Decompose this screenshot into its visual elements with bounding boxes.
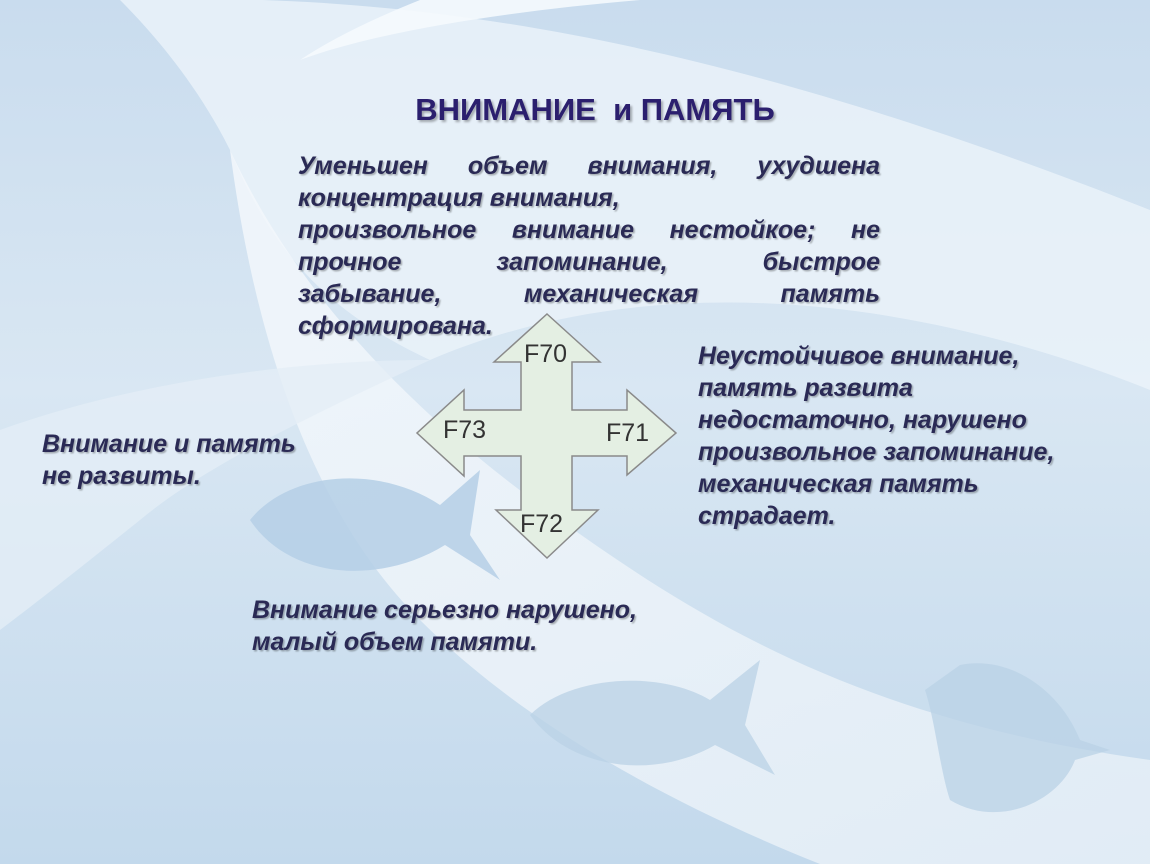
arrow-label-f73: F73 <box>443 416 487 444</box>
f70-line-1: Уменьшен объем внимания, ухудшена <box>298 152 880 180</box>
f70-line-2: концентрация внимания, <box>298 184 620 212</box>
f70-line-5: забывание, механическая память <box>298 280 880 308</box>
f70-line-6: сформирована. <box>298 312 493 340</box>
f70-line-3: произвольное внимание нестойкое; не <box>298 216 880 244</box>
arrow-label-f70: F70 <box>524 340 568 368</box>
f72-description: Внимание серьезно нарушено, малый объем памяти. <box>252 596 637 656</box>
f73-description: Внимание и память не развиты. <box>42 430 296 490</box>
arrow-label-f71: F71 <box>606 419 650 447</box>
arrow-label-f72: F72 <box>520 510 564 538</box>
f71-description: Неустойчивое внимание, память развита недостаточно, нарушено произвольное запоминание, механическая память страдает. <box>698 342 1055 530</box>
slide-title: ВНИМАНИЕ и ПАМЯТЬ <box>415 92 775 127</box>
f70-line-4: прочное запоминание, быстрое <box>298 248 880 276</box>
